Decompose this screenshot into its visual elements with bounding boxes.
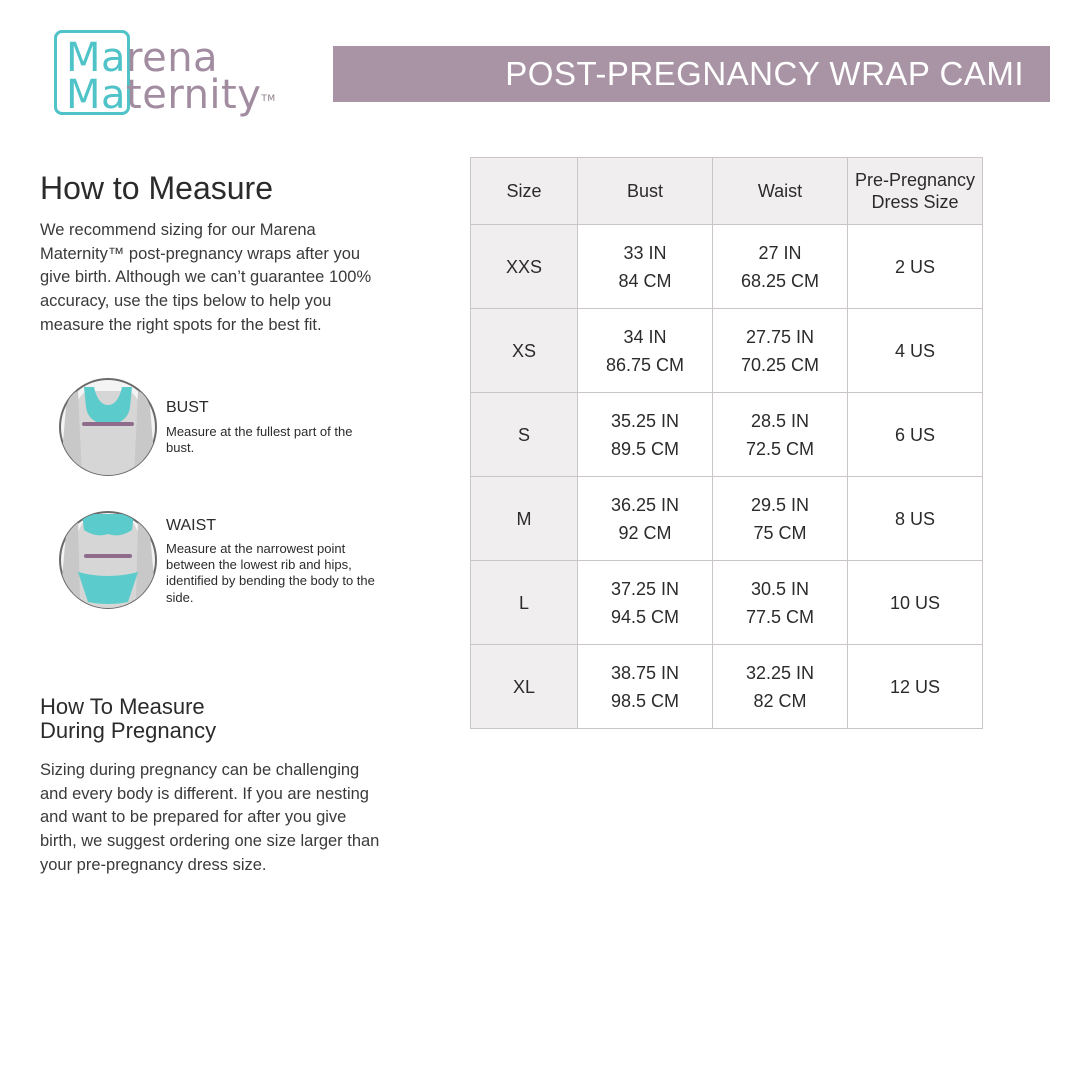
- bust-in: 38.75 IN: [610, 662, 680, 683]
- waist-description: Measure at the narrowest point between the lowest rib and hips, identified by bending the body to the side.: [166, 541, 375, 605]
- pregnancy-heading-line-1: How To Measure: [40, 694, 205, 719]
- dress-size-cell: 6 US: [848, 393, 983, 477]
- waist-label: WAIST: [166, 517, 217, 534]
- how-to-measure-heading: How to Measure: [40, 170, 273, 206]
- header-dress-size: [848, 158, 983, 225]
- waist-cm: 77.5 CM: [745, 606, 815, 627]
- bust-cell: [578, 645, 713, 729]
- waist-cm: 75 CM: [753, 522, 807, 543]
- bust-cell: [578, 225, 713, 309]
- size-cell: M: [471, 477, 578, 561]
- bust-cell: [578, 393, 713, 477]
- bust-in: 36.25 IN: [610, 494, 680, 515]
- bust-cell: [578, 477, 713, 561]
- size-cell: XXS: [471, 225, 578, 309]
- waist-cell: [713, 393, 848, 477]
- brand-logo: [54, 30, 294, 120]
- size-cell: S: [471, 393, 578, 477]
- size-chart-table: [470, 157, 983, 729]
- size-cell: XS: [471, 309, 578, 393]
- size-cell: XL: [471, 645, 578, 729]
- waist-cell: [713, 309, 848, 393]
- bust-cm: 98.5 CM: [610, 690, 680, 711]
- dress-size-cell: 4 US: [848, 309, 983, 393]
- waist-measure-tip: [58, 510, 378, 610]
- bust-in: 34 IN: [623, 326, 667, 347]
- product-title-banner: [333, 46, 1050, 102]
- dress-size-cell: 8 US: [848, 477, 983, 561]
- dress-size-cell: 10 US: [848, 561, 983, 645]
- bust-cell: [578, 309, 713, 393]
- waist-in: 29.5 IN: [750, 494, 810, 515]
- header-dress-size-line-1: Pre-Pregnancy: [854, 170, 976, 190]
- pregnancy-heading-line-2: During Pregnancy: [40, 718, 217, 743]
- waist-cell: [713, 561, 848, 645]
- waist-in: 27.75 IN: [745, 326, 815, 347]
- table-row: [471, 225, 983, 309]
- header-waist: Waist: [713, 158, 848, 225]
- waist-in: 28.5 IN: [750, 410, 810, 431]
- waist-cm: 70.25 CM: [740, 354, 820, 375]
- table-header-row: [471, 158, 983, 225]
- waist-cell: [713, 225, 848, 309]
- table-row: [471, 309, 983, 393]
- waist-cm: 68.25 CM: [740, 270, 820, 291]
- waist-cell: [713, 477, 848, 561]
- table-row: [471, 561, 983, 645]
- bust-in: 33 IN: [623, 242, 667, 263]
- header-size: Size: [471, 158, 578, 225]
- waist-in: 27 IN: [758, 242, 802, 263]
- table-row: [471, 393, 983, 477]
- header-dress-size-line-2: Dress Size: [871, 192, 959, 212]
- waist-cm: 72.5 CM: [745, 438, 815, 459]
- dress-size-cell: 12 US: [848, 645, 983, 729]
- bust-cm: 84 CM: [618, 270, 672, 291]
- bust-description: Measure at the fullest part of the bust.: [166, 424, 353, 456]
- dress-size-cell: 2 US: [848, 225, 983, 309]
- bust-cell: [578, 561, 713, 645]
- pregnancy-text: Sizing during pregnancy can be challenging and every body is different. If you are nesting and want to be prepared for after you give birth, we suggest ordering one size larger than your pre-pregnancy dress size.: [40, 761, 380, 874]
- waist-in: 32.25 IN: [745, 662, 815, 683]
- table-row: [471, 477, 983, 561]
- header-bust: Bust: [578, 158, 713, 225]
- waist-illustration-icon: [58, 510, 158, 610]
- how-to-measure-intro: We recommend sizing for our Marena Maternity™ post-pregnancy wraps after you give birth. Although we can’t guarantee 100% accuracy, use the tips below to help you measure the right spots for the best fit.: [40, 221, 372, 334]
- bust-label: BUST: [166, 399, 209, 416]
- table-row: [471, 645, 983, 729]
- size-cell: L: [471, 561, 578, 645]
- bust-illustration-icon: [58, 377, 158, 477]
- bust-cm: 89.5 CM: [610, 438, 680, 459]
- waist-in: 30.5 IN: [750, 578, 810, 599]
- bust-cm: 92 CM: [618, 522, 672, 543]
- product-title: POST-PREGNANCY WRAP CAMI: [505, 55, 1024, 92]
- bust-in: 37.25 IN: [610, 578, 680, 599]
- pregnancy-heading: [40, 695, 360, 743]
- bust-in: 35.25 IN: [610, 410, 680, 431]
- logo-line-1: Marena: [66, 35, 219, 81]
- waist-cell: [713, 645, 848, 729]
- bust-measure-tip: [58, 377, 378, 477]
- logo-line-2: Maternity™: [66, 72, 276, 118]
- waist-cm: 82 CM: [753, 690, 807, 711]
- bust-cm: 94.5 CM: [610, 606, 680, 627]
- bust-cm: 86.75 CM: [605, 354, 685, 375]
